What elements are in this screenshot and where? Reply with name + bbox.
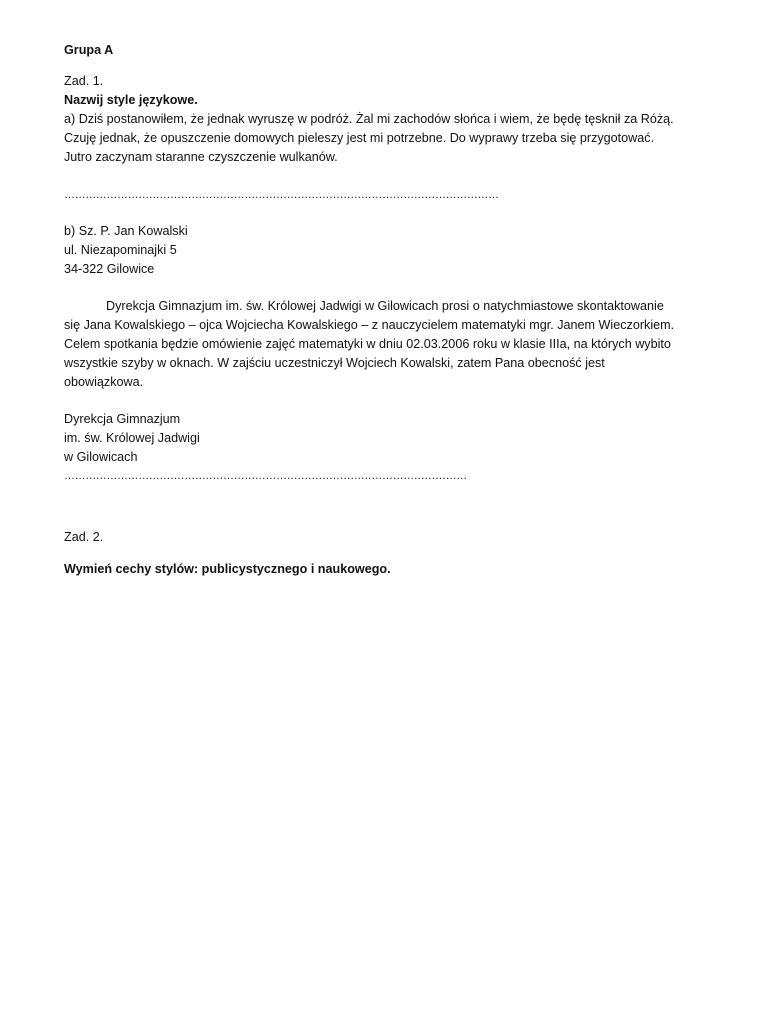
letter-body-line-3: Celem spotkania będzie omówienie zajęć matematyki w dniu 02.03.2006 roku w klasie IIIa, na których wybito — [64, 337, 671, 351]
task1-label: Zad. 1. — [64, 74, 104, 88]
letter-body-line-5: obowiązkowa. — [64, 375, 144, 389]
address-line-3: 34-322 Gilowice — [64, 262, 155, 276]
part-a-line-1: a) Dziś postanowiłem, że jednak wyruszę w podróż. Żal mi zachodów słońca i wiem, że będę tęsknił za Różą. — [64, 112, 674, 126]
signature-line-3: w Gilowicach — [64, 450, 138, 464]
group-title: Grupa A — [64, 43, 114, 57]
part-a-line-2: Czuję jednak, że opuszczenie domowych pieleszy jest mi potrzebne. Do wyprawy trzeba się przygotować. — [64, 131, 655, 145]
letter-body-line-2: się Jana Kowalskiego – ojca Wojciecha Kowalskiego – z nauczycielem matematyki mgr. Janem Wieczorkiem. — [64, 318, 675, 332]
address-line-1: b) Sz. P. Jan Kowalski — [64, 224, 188, 238]
answer-line-a: …………………………………………………………………………………………………………… — [64, 189, 499, 201]
task2-label: Zad. 2. — [64, 530, 104, 544]
task2-instruction: Wymień cechy stylów: publicystycznego i naukowego. — [64, 562, 391, 576]
answer-line-b: …………………………………………………………………………………………………… — [64, 470, 467, 482]
address-line-2: ul. Niezapominajki 5 — [64, 243, 177, 257]
signature-line-1: Dyrekcja Gimnazjum — [64, 412, 181, 426]
letter-body-line-1: Dyrekcja Gimnazjum im. św. Królowej Jadwigi w Gilowicach prosi o natychmiastowe skontaktowanie — [106, 299, 664, 313]
part-a-line-3: Jutro zaczynam staranne czyszczenie wulkanów. — [64, 150, 338, 164]
letter-body-line-4: wszystkie szyby w oknach. W zajściu uczestniczył Wojciech Kowalski, zatem Pana obecność jest — [64, 356, 605, 370]
signature-line-2: im. św. Królowej Jadwigi — [64, 431, 200, 445]
task1-instruction: Nazwij style językowe. — [64, 93, 198, 107]
